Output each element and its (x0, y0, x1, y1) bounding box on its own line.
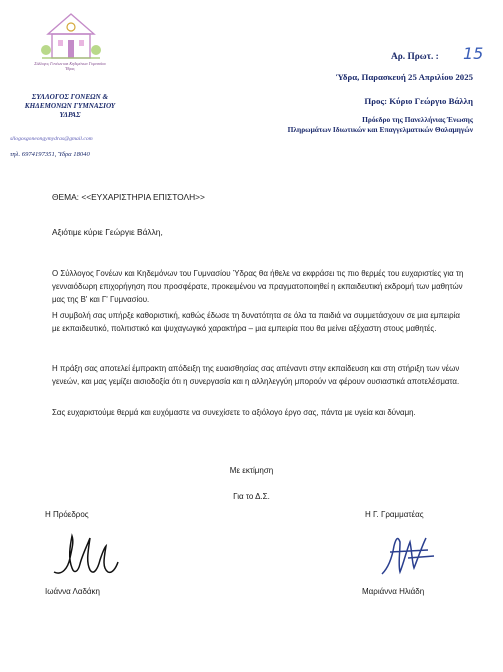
recipient-role-line-2: Πληρωμάτων Ιδιωτικών και Επαγγελματικών Θαλαμηγών (287, 125, 473, 134)
paragraph: Η πράξη σας αποτελεί έμπρακτη απόδειξη της ευαισθησίας σας απέναντι στην εκπαίδευση και στη στήριξη των νέων γενεών, και μας γεμίζει αισιοδοξία ότι η συνεργασία και η αλληλεγγύη μπορούν να φέρουν ουσιαστικά αποτελέσματα. (52, 364, 460, 386)
board-line: Για το Δ.Σ. (233, 492, 270, 501)
recipient-role-line-1: Πρόεδρο της Πανελλήνιας Ένωσης (362, 115, 473, 124)
org-line-2: ΚΗΔΕΜΟΝΩΝ ΓΥΜΝΑΣΙΟΥ (24, 102, 116, 111)
paragraph: Ο Σύλλογος Γονέων και Κηδεμόνων του Γυμνασίου Ύδρας θα ήθελε να εκφράσει τις πιο θερμές του ευχαριστίες για τη γενναιόδωρη επιχορήγηση που προσφέρατε, προκειμένου να πραγματοποιηθεί η εκπαιδευτική εκδρομή των μαθητών μας της Β' και Γ' Γυμνασίου. (52, 269, 464, 304)
paragraph: Η συμβολή σας υπήρξε καθοριστική, καθώς έδωσε τη δυνατότητα σε όλα τα παιδιά να συμμετάσχουν σε μια εμπειρία με εκπαιδευτικό, πολιτιστικό και ψυχαγωγικό χαρακτήρα – μια εμπειρία που θα μείνει αξέχαστη στους μαθητές. (52, 311, 460, 333)
secretary-signature (378, 528, 436, 580)
org-line-3: ΥΔΡΑΣ (59, 111, 81, 120)
letter-subject: ΘΕΜΑ: <<ΕΥΧΑΡΙΣΤΗΡΙΑ ΕΠΙΣΤΟΛΗ>> (52, 192, 205, 202)
president-signature (52, 528, 122, 580)
logo-caption: Σύλλογος Γονέων και Κηδεμόνων Γυμνασίου Ύδρας (34, 61, 106, 71)
email-address: sllogosgoneongymydras@gmail.com (10, 136, 93, 142)
paragraph: Σας ευχαριστούμε θερμά και ευχόμαστε να συνεχίσετε το αξιόλογο έργο σας, πάντα με υγεία και δύναμη. (52, 408, 416, 417)
president-title: Η Πρόεδρος (45, 510, 89, 519)
letter-greeting: Αξιότιμε κύριε Γεώργιε Βάλλη, (52, 227, 163, 237)
closing-regards: Με εκτίμηση (229, 466, 274, 475)
organization-name (10, 93, 130, 121)
recipient: Προς: Κύριο Γεώργιο Βάλλη (364, 96, 473, 106)
secretary-name: Μαριάννα Ηλιάδη (362, 587, 425, 596)
org-line-1: ΣΥΛΛΟΓΟΣ ΓΟΝΕΩΝ & (31, 93, 109, 101)
contact-info: τηλ. 6974197351, Ύδρα 18040 (10, 151, 90, 158)
letter-date: Ύδρα, Παρασκευή 25 Απριλίου 2025 (336, 72, 473, 82)
protocol-number: 15 (463, 44, 484, 63)
school-logo (40, 6, 102, 64)
protocol-label: Αρ. Πρωτ. : (391, 52, 439, 62)
president-name: Ιωάννα Λαδάκη (45, 587, 100, 596)
secretary-title: Η Γ. Γραμματέας (365, 510, 424, 519)
